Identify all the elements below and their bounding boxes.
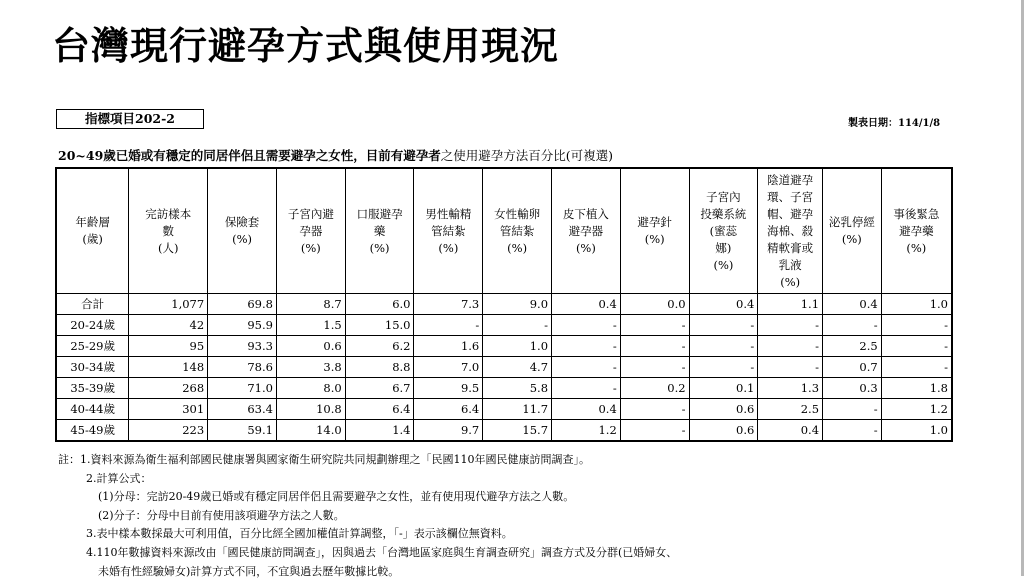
table-cell: 0.2 <box>620 378 689 399</box>
table-cell: - <box>552 336 621 357</box>
slide-title: 台灣現行避孕方式與使用現況 <box>52 24 560 68</box>
table-cell: - <box>689 357 758 378</box>
table-cell: 0.6 <box>689 420 758 442</box>
table-cell: 1.0 <box>483 336 552 357</box>
table-row-label: 25-29歲 <box>56 336 129 357</box>
indicator-label: 指標項目202-2 <box>56 109 204 129</box>
table-row-label: 40-44歲 <box>56 399 129 420</box>
header-label: 女性輸卵 管結紮 (%) <box>494 206 541 255</box>
table-cell: 0.4 <box>823 294 882 315</box>
table-cell: 15.0 <box>345 315 414 336</box>
table-cell: 69.8 <box>208 294 277 315</box>
header-oral-pill <box>345 168 414 294</box>
table-cell: - <box>620 399 689 420</box>
header-label: 年齡層 (歲) <box>75 215 110 246</box>
table-cell: - <box>881 336 952 357</box>
header-label: 避孕針 (%) <box>637 215 672 246</box>
table-cell: - <box>552 315 621 336</box>
header-injection <box>620 168 689 294</box>
table-cell: 0.6 <box>689 399 758 420</box>
header-label: 完訪樣本 數 (人) <box>145 206 192 255</box>
table-cell: 0.7 <box>823 357 882 378</box>
table-cell: 9.7 <box>414 420 483 442</box>
table-cell: 0.4 <box>552 399 621 420</box>
table-cell: 14.0 <box>276 420 345 442</box>
table-cell: 1.4 <box>345 420 414 442</box>
header-age-group <box>56 168 129 294</box>
footnotes <box>58 451 958 581</box>
table-cell: 6.4 <box>345 399 414 420</box>
header-label: 口服避孕 藥 (%) <box>356 206 403 255</box>
table-cell: 0.0 <box>620 294 689 315</box>
header-tubal-ligation <box>483 168 552 294</box>
note-formula: 2.計算公式： <box>86 471 152 485</box>
table-cell: 4.7 <box>483 357 552 378</box>
header-label: 子宮內 投藥系統 (蜜蕊 娜) (%) <box>700 189 747 272</box>
header-implant <box>552 168 621 294</box>
table-cell: - <box>758 315 823 336</box>
table-cell: 8.0 <box>276 378 345 399</box>
header-lactation <box>823 168 882 294</box>
table-cell: - <box>758 357 823 378</box>
table-cell: 71.0 <box>208 378 277 399</box>
table-cell: 78.6 <box>208 357 277 378</box>
table-row <box>56 420 952 442</box>
header-label: 泌乳停經 (%) <box>828 215 875 246</box>
table-cell: 1.3 <box>758 378 823 399</box>
table-cell: 1.8 <box>881 378 952 399</box>
header-iud <box>276 168 345 294</box>
header-label: 事後緊急 避孕藥 (%) <box>893 206 940 255</box>
table-cell: 95.9 <box>208 315 277 336</box>
table-cell: 93.3 <box>208 336 277 357</box>
table-cell: 0.4 <box>552 294 621 315</box>
table-cell: 63.4 <box>208 399 277 420</box>
table-cell: - <box>620 357 689 378</box>
table-row <box>56 315 952 336</box>
table-cell: 11.7 <box>483 399 552 420</box>
table-cell: 8.7 <box>276 294 345 315</box>
table-cell: - <box>689 315 758 336</box>
table-cell: 2.5 <box>823 336 882 357</box>
table-cell: - <box>758 336 823 357</box>
table-body <box>56 294 952 442</box>
table-cell: 59.1 <box>208 420 277 442</box>
made-date: 製表日期：114/1/8 <box>848 118 941 129</box>
header-sample-size <box>129 168 208 294</box>
header-emergency-pill <box>881 168 952 294</box>
header-label: 皮下植入 避孕器 (%) <box>562 206 609 255</box>
table-cell: 1.0 <box>881 294 952 315</box>
table-subtitle <box>58 146 613 164</box>
note-denominator: (1)分母：完訪20-49歲已婚或有穩定同居伴侶且需要避孕之女性，並有使用現代避孕方法之人數。 <box>98 490 575 504</box>
table-cell: 15.7 <box>483 420 552 442</box>
table-row-label: 30-34歲 <box>56 357 129 378</box>
table-cell: 9.0 <box>483 294 552 315</box>
table-cell: 9.5 <box>414 378 483 399</box>
table-cell: 301 <box>129 399 208 420</box>
table-cell: - <box>881 357 952 378</box>
table-cell: 6.7 <box>345 378 414 399</box>
table-row <box>56 399 952 420</box>
table-cell: 223 <box>129 420 208 442</box>
table-cell: 1.0 <box>881 420 952 442</box>
note-comparability-cont: 未婚有性經驗婦女)計算方式不同，不宜與過去歷年數據比較。 <box>98 564 400 578</box>
subtitle-rest: 之使用避孕方法百分比(可複選) <box>440 148 614 163</box>
table-cell: 268 <box>129 378 208 399</box>
header-condom <box>208 168 277 294</box>
table-cell: 1.5 <box>276 315 345 336</box>
table-cell: 0.1 <box>689 378 758 399</box>
table-cell: 1.2 <box>552 420 621 442</box>
header-label: 男性輸精 管結紮 (%) <box>425 206 472 255</box>
table-cell: - <box>823 315 882 336</box>
table-row-label: 合計 <box>56 294 129 315</box>
table-cell: - <box>689 336 758 357</box>
table-cell: - <box>823 420 882 442</box>
note-source: 註：1.資料來源為衛生福利部國民健康署與國家衛生研究院共同規劃辦理之「民國110年國民健康訪問調查」。 <box>58 453 590 466</box>
table-cell: 1.6 <box>414 336 483 357</box>
subtitle-bold: 20~49歲已婚或有穩定的同居伴侶且需要避孕之女性，目前有避孕者 <box>58 148 441 163</box>
note-numerator: (2)分子：分母中目前有使用該項避孕方法之人數。 <box>98 508 345 522</box>
table-cell: 0.4 <box>758 420 823 442</box>
table-cell: 1.1 <box>758 294 823 315</box>
table-cell: 42 <box>129 315 208 336</box>
table-cell: 95 <box>129 336 208 357</box>
table-cell: 5.8 <box>483 378 552 399</box>
table-cell: 10.8 <box>276 399 345 420</box>
header-row <box>56 168 952 294</box>
table-cell: 6.4 <box>414 399 483 420</box>
table-row-label: 20-24歲 <box>56 315 129 336</box>
table-cell: - <box>552 378 621 399</box>
table-cell: - <box>620 336 689 357</box>
table-cell: - <box>552 357 621 378</box>
table-cell: 0.3 <box>823 378 882 399</box>
table-cell: - <box>881 315 952 336</box>
table-cell: 1,077 <box>129 294 208 315</box>
table-cell: - <box>483 315 552 336</box>
table-row <box>56 294 952 315</box>
table-cell: 7.0 <box>414 357 483 378</box>
table-cell: 8.8 <box>345 357 414 378</box>
header-label: 子宮內避 孕器 (%) <box>287 206 334 255</box>
table-cell: 0.4 <box>689 294 758 315</box>
table-cell: - <box>620 420 689 442</box>
table-row <box>56 378 952 399</box>
note-comparability: 4.110年數據資料來源改由「國民健康訪問調查」，因與過去「台灣地區家庭與生育調查研究」調查方式及分群(已婚婦女、 <box>86 545 678 559</box>
table-cell: 6.0 <box>345 294 414 315</box>
table-row-label: 45-49歲 <box>56 420 129 442</box>
table-cell: - <box>414 315 483 336</box>
table-cell: 148 <box>129 357 208 378</box>
contraception-table <box>55 167 953 442</box>
header-vaginal-barrier <box>758 168 823 294</box>
table-cell: - <box>620 315 689 336</box>
note-sample: 3.表中樣本數採最大可利用值，百分比經全國加權值計算調整，「-」表示該欄位無資料。 <box>86 527 513 541</box>
header-label: 陰道避孕 環、子宮 帽、避孕 海棉、殺 精軟膏或 乳液 (%) <box>767 172 814 289</box>
table-row <box>56 336 952 357</box>
table-row <box>56 357 952 378</box>
table-row-label: 35-39歲 <box>56 378 129 399</box>
header-label: 保險套 (%) <box>224 215 260 246</box>
header-vasectomy <box>414 168 483 294</box>
header-ius <box>689 168 758 294</box>
table-cell: 6.2 <box>345 336 414 357</box>
table-cell: 0.6 <box>276 336 345 357</box>
table-cell: 1.2 <box>881 399 952 420</box>
table-cell: 2.5 <box>758 399 823 420</box>
table-cell: 3.8 <box>276 357 345 378</box>
table-cell: - <box>823 399 882 420</box>
table-cell: 7.3 <box>414 294 483 315</box>
